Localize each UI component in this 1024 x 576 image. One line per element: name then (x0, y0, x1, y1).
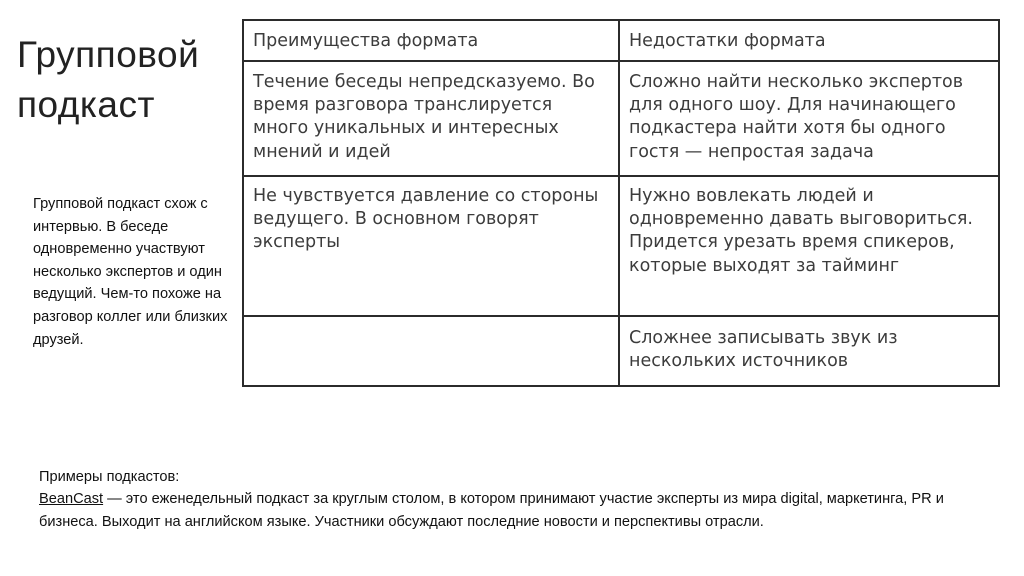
example-item (39, 488, 999, 533)
table-row (243, 61, 999, 176)
header-advantages: Преимущества формата (243, 20, 619, 61)
intro-paragraph: Групповой подкаст схож с интервью. В беседе одновременно участвуют несколько экспертов и один ведущий. Чем-то похоже на разговор коллег или близких друзей. (33, 196, 228, 348)
examples-section (39, 466, 999, 533)
advantage-cell: Течение беседы непредсказуемо. Во время разговора транслируется много уникальных и интересных мнений и идей (243, 61, 619, 176)
table-row (243, 176, 999, 316)
advantage-cell-empty (243, 316, 619, 386)
example-description: — это еженедельный подкаст за круглым столом, в котором принимают участие эксперты из мира digital, маркетинга, PR и бизнеса. Выходит на английском языке. Участники обсуждают последние новости и перспективы отрасли. (39, 491, 944, 530)
pros-cons-table (242, 19, 1000, 387)
header-disadvantages: Недостатки формата (619, 20, 999, 61)
table-row (243, 316, 999, 386)
disadvantage-cell: Сложно найти несколько экспертов для одного шоу. Для начинающего подкастера найти хотя бы одного гостя — непростая задача (619, 61, 999, 176)
disadvantage-cell: Сложнее записывать звук из нескольких источников (619, 316, 999, 386)
beancast-link[interactable]: BeanCast (39, 491, 104, 508)
disadvantage-cell: Нужно вовлекать людей и одновременно давать выговориться. Придется урезать время спикеров, которые выходят за тайминг (619, 176, 999, 316)
slide-title: Групповой подкаст (17, 34, 200, 125)
table-header-row (243, 20, 999, 61)
advantage-cell: Не чувствуется давление со стороны ведущего. В основном говорят эксперты (243, 176, 619, 316)
examples-heading: Примеры подкастов: (39, 469, 180, 485)
